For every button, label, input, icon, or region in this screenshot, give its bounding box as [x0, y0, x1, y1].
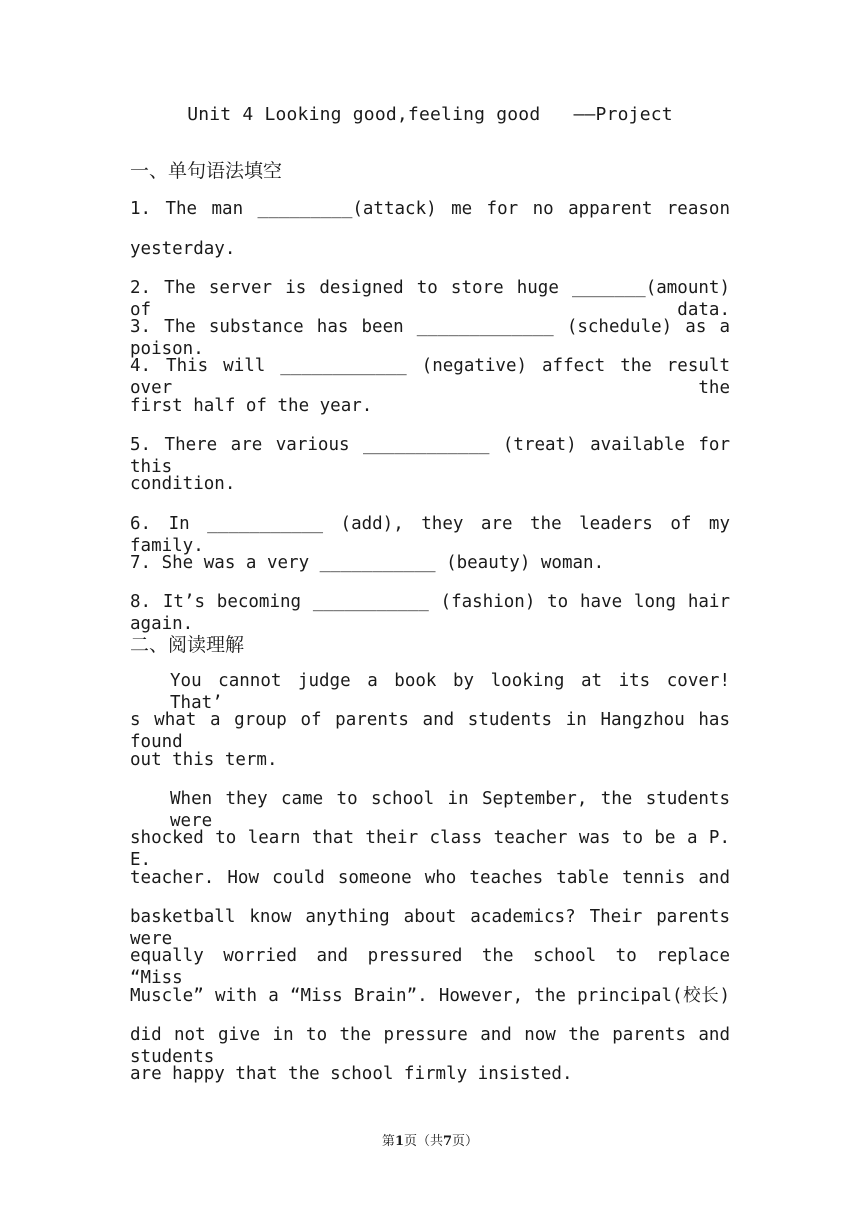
passage-line-10: did not give in to the pressure and now the parents and students: [130, 1025, 730, 1067]
passage-line-11: are happy that the school firmly insisted.: [130, 1064, 573, 1084]
footer-prefix: 第: [381, 1134, 395, 1149]
passage-line-1: You cannot judge a book by looking at its cover! That’: [170, 671, 730, 713]
passage-line-5: shocked to learn that their class teacher was to be a P. E.: [130, 828, 730, 870]
question-2: 2. The server is designed to store huge _______(amount) of data.: [130, 278, 730, 320]
question-4-line-1: 4. This will ____________ (negative) affect the result over the: [130, 356, 730, 398]
section1-heading: 一、单句语法填空: [130, 160, 283, 182]
question-1-line-1: 1. The man _________(attack) me for no apparent reason: [130, 199, 730, 219]
question-4-line-2: first half of the year.: [130, 396, 373, 416]
passage-line-7: basketball know anything about academics? Their parents were: [130, 907, 730, 949]
passage-line-9: Muscle” with a “Miss Brain”. However, the principal(校长): [130, 986, 730, 1006]
passage-line-6: teacher. How could someone who teaches table tennis and: [130, 868, 730, 888]
passage-line-8: equally worried and pressured the school to replace “Miss: [130, 946, 730, 988]
passage-line-3: out this term.: [130, 750, 278, 770]
question-6: 6. In ___________ (add), they are the leaders of my family.: [130, 514, 730, 556]
question-7: 7. She was a very ___________ (beauty) woman.: [130, 553, 605, 573]
passage-line-4: When they came to school in September, the students were: [170, 789, 730, 831]
question-5-line-2: condition.: [130, 474, 236, 494]
section2-heading: 二、阅读理解: [130, 634, 245, 656]
footer-middle: 页（共: [403, 1134, 443, 1149]
footer-suffix: 页）: [452, 1134, 479, 1149]
passage-line-2: s what a group of parents and students in Hangzhou has found: [130, 710, 730, 752]
document-title: Unit 4 Looking good,feeling good ——Project: [187, 104, 673, 125]
question-3: 3. The substance has been _____________ (schedule) as a poison.: [130, 317, 730, 359]
question-1-line-2: yesterday.: [130, 239, 236, 259]
page-footer: [0, 1130, 860, 1149]
footer-total-pages: 7: [443, 1134, 453, 1149]
footer-page-number: 1: [394, 1134, 404, 1149]
question-5-line-1: 5. There are various ____________ (treat) available for this: [130, 435, 730, 477]
question-8: 8. It’s becoming ___________ (fashion) to have long hair again.: [130, 592, 730, 634]
